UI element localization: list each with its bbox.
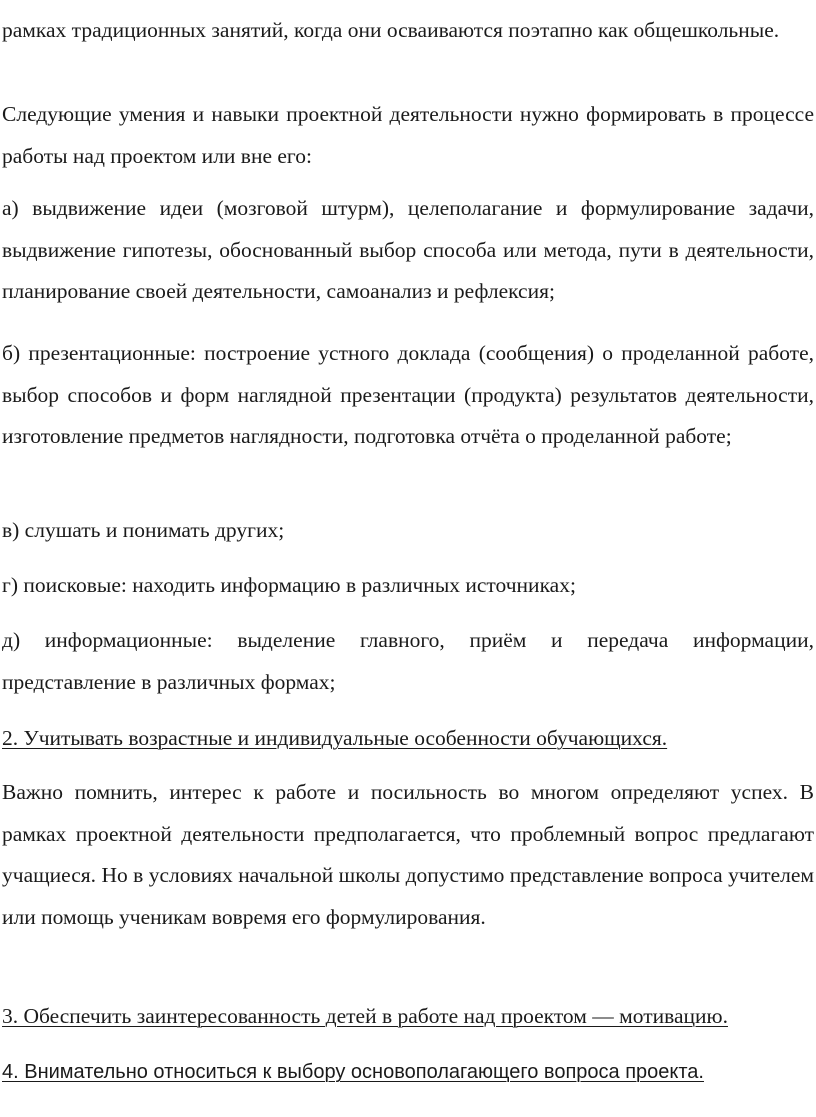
heading-item-3 xyxy=(2,996,814,1038)
list-item-d: д) информационные: выделение главного, приём и передача информации, представление в различных формах; xyxy=(2,628,814,694)
list-item-b: б) презентационные: построение устного доклада (сообщения) о проделанной работе, выбор способов и форм наглядной презентации (продукта) результатов деятельности, изготовление предметов наглядности, подготовка отчёта о проделанной работе; xyxy=(2,341,814,448)
list-item-a: а) выдвижение идеи (мозговой штурм), целеполагание и формулирование задачи, выдвижение гипотезы, обоснованный выбор способа или метода, пути в деятельности, планирование своей деятельности, самоанализ и рефлексия; xyxy=(2,196,814,303)
paragraph-continuation: рамках традиционных занятий, когда они осваиваются поэтапно как общешкольные. xyxy=(2,18,780,42)
heading-item-2-text: 2. Учитывать возрастные и индивидуальные особенности обучающихся. xyxy=(2,726,668,750)
heading-item-4-text: 4. Внимательно относиться к выбору основополагающего вопроса проекта. xyxy=(2,1061,704,1083)
list-item-g: г) поисковые: находить информацию в различных источниках; xyxy=(2,573,576,597)
list-item-v: в) слушать и понимать других; xyxy=(2,518,285,542)
heading-item-3-text: 3. Обеспечить заинтересованность детей в работе над проектом — мотивацию. xyxy=(2,1004,728,1028)
paragraph-interest: Важно помнить, интерес к работе и посильность во многом определяют успех. В рамках проектной деятельности предполагается, что проблемный вопрос предлагают учащиеся. Но в условиях начальной школы допустимо представление вопроса учителем или помощь ученикам вовремя его формулирования. xyxy=(2,780,814,929)
paragraph-skills-intro: Следующие умения и навыки проектной деятельности нужно формировать в процессе работы над проектом или вне его: xyxy=(2,102,814,168)
heading-item-2 xyxy=(2,718,814,760)
heading-item-4 xyxy=(2,1052,814,1094)
